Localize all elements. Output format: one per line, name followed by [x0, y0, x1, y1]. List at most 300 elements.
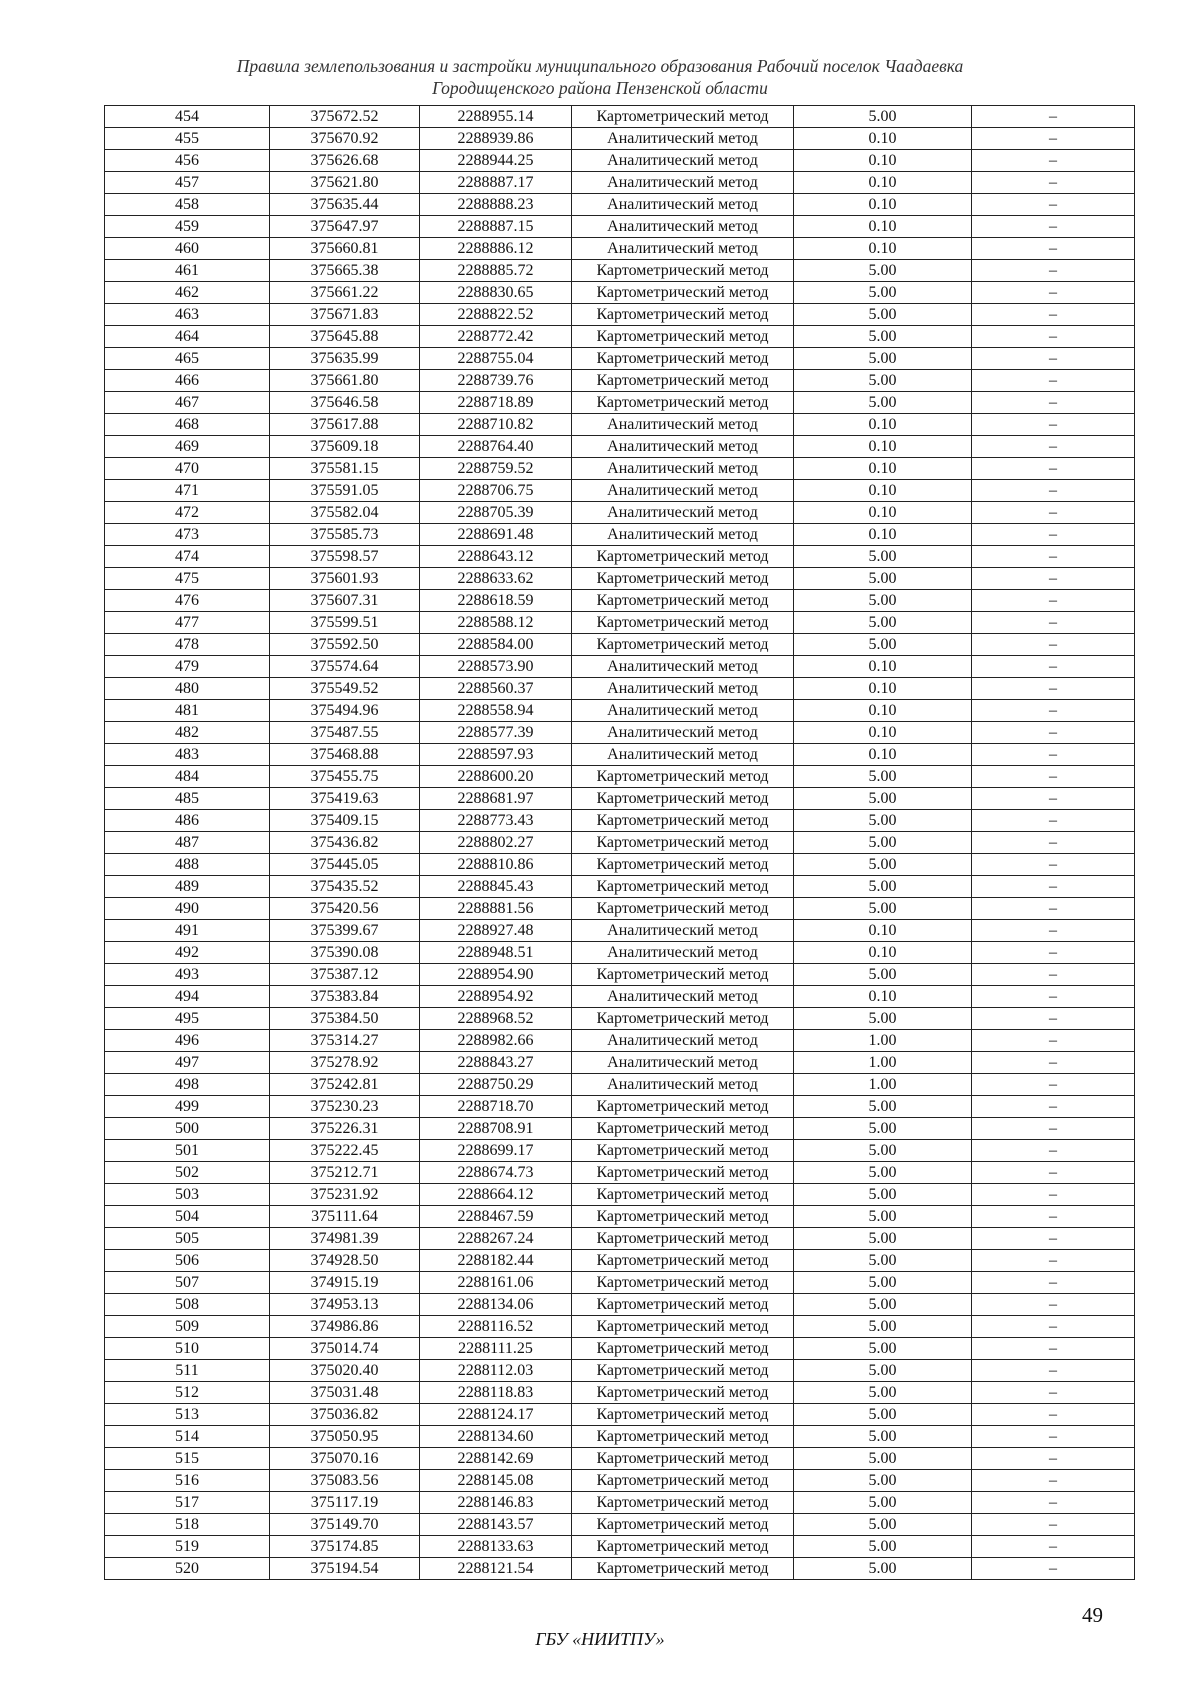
method-cell: Картометрический метод — [572, 392, 794, 414]
table-row — [105, 678, 1135, 700]
point-number-cell: 492 — [105, 942, 270, 964]
x-coordinate-cell: 375585.73 — [270, 524, 420, 546]
x-coordinate-cell: 375599.51 — [270, 612, 420, 634]
point-number-cell: 482 — [105, 722, 270, 744]
accuracy-cell: 5.00 — [794, 326, 972, 348]
note-cell: – — [972, 1272, 1135, 1294]
point-number-cell: 493 — [105, 964, 270, 986]
x-coordinate-cell: 375194.54 — [270, 1558, 420, 1580]
table-row — [105, 348, 1135, 370]
y-coordinate-cell: 2288706.75 — [420, 480, 572, 502]
point-number-cell: 520 — [105, 1558, 270, 1580]
y-coordinate-cell: 2288674.73 — [420, 1162, 572, 1184]
footer-organization: ГБУ «НИИТПУ» — [535, 1629, 665, 1649]
note-cell: – — [972, 1338, 1135, 1360]
y-coordinate-cell: 2288699.17 — [420, 1140, 572, 1162]
y-coordinate-cell: 2288885.72 — [420, 260, 572, 282]
x-coordinate-cell: 375117.19 — [270, 1492, 420, 1514]
method-cell: Картометрический метод — [572, 766, 794, 788]
point-number-cell: 460 — [105, 238, 270, 260]
method-cell: Аналитический метод — [572, 700, 794, 722]
y-coordinate-cell: 2288691.48 — [420, 524, 572, 546]
x-coordinate-cell: 375174.85 — [270, 1536, 420, 1558]
point-number-cell: 513 — [105, 1404, 270, 1426]
note-cell: – — [972, 392, 1135, 414]
y-coordinate-cell: 2288888.23 — [420, 194, 572, 216]
x-coordinate-cell: 375387.12 — [270, 964, 420, 986]
table-row — [105, 238, 1135, 260]
method-cell: Картометрический метод — [572, 876, 794, 898]
point-number-cell: 481 — [105, 700, 270, 722]
accuracy-cell: 5.00 — [794, 568, 972, 590]
accuracy-cell: 1.00 — [794, 1052, 972, 1074]
y-coordinate-cell: 2288633.62 — [420, 568, 572, 590]
y-coordinate-cell: 2288968.52 — [420, 1008, 572, 1030]
x-coordinate-cell: 375645.88 — [270, 326, 420, 348]
table-row — [105, 128, 1135, 150]
table-row — [105, 1272, 1135, 1294]
accuracy-cell: 0.10 — [794, 150, 972, 172]
point-number-cell: 501 — [105, 1140, 270, 1162]
table-row — [105, 810, 1135, 832]
point-number-cell: 496 — [105, 1030, 270, 1052]
document-header — [0, 55, 1200, 99]
accuracy-cell: 5.00 — [794, 1294, 972, 1316]
method-cell: Аналитический метод — [572, 172, 794, 194]
point-number-cell: 458 — [105, 194, 270, 216]
y-coordinate-cell: 2288955.14 — [420, 106, 572, 128]
method-cell: Картометрический метод — [572, 370, 794, 392]
y-coordinate-cell: 2288944.25 — [420, 150, 572, 172]
method-cell: Картометрический метод — [572, 348, 794, 370]
x-coordinate-cell: 375671.83 — [270, 304, 420, 326]
table-row — [105, 1426, 1135, 1448]
table-row — [105, 1558, 1135, 1580]
accuracy-cell: 5.00 — [794, 304, 972, 326]
x-coordinate-cell: 375617.88 — [270, 414, 420, 436]
note-cell: – — [972, 744, 1135, 766]
note-cell: – — [972, 1140, 1135, 1162]
table-row — [105, 1228, 1135, 1250]
y-coordinate-cell: 2288134.60 — [420, 1426, 572, 1448]
method-cell: Картометрический метод — [572, 546, 794, 568]
x-coordinate-cell: 374928.50 — [270, 1250, 420, 1272]
method-cell: Аналитический метод — [572, 238, 794, 260]
table-row — [105, 854, 1135, 876]
accuracy-cell: 0.10 — [794, 216, 972, 238]
y-coordinate-cell: 2288710.82 — [420, 414, 572, 436]
x-coordinate-cell: 375436.82 — [270, 832, 420, 854]
x-coordinate-cell: 375468.88 — [270, 744, 420, 766]
y-coordinate-cell: 2288600.20 — [420, 766, 572, 788]
point-number-cell: 487 — [105, 832, 270, 854]
point-number-cell: 474 — [105, 546, 270, 568]
point-number-cell: 512 — [105, 1382, 270, 1404]
accuracy-cell: 5.00 — [794, 876, 972, 898]
note-cell: – — [972, 414, 1135, 436]
x-coordinate-cell: 375455.75 — [270, 766, 420, 788]
table-row — [105, 304, 1135, 326]
y-coordinate-cell: 2288887.17 — [420, 172, 572, 194]
method-cell: Аналитический метод — [572, 678, 794, 700]
x-coordinate-cell: 375031.48 — [270, 1382, 420, 1404]
point-number-cell: 494 — [105, 986, 270, 1008]
y-coordinate-cell: 2288118.83 — [420, 1382, 572, 1404]
method-cell: Картометрический метод — [572, 1294, 794, 1316]
x-coordinate-cell: 375591.05 — [270, 480, 420, 502]
table-row — [105, 524, 1135, 546]
method-cell: Аналитический метод — [572, 722, 794, 744]
table-row — [105, 546, 1135, 568]
table-row — [105, 634, 1135, 656]
note-cell: – — [972, 700, 1135, 722]
y-coordinate-cell: 2288112.03 — [420, 1360, 572, 1382]
table-row — [105, 1162, 1135, 1184]
accuracy-cell: 0.10 — [794, 942, 972, 964]
table-row — [105, 1338, 1135, 1360]
note-cell: – — [972, 612, 1135, 634]
table-row — [105, 656, 1135, 678]
note-cell: – — [972, 1184, 1135, 1206]
note-cell: – — [972, 304, 1135, 326]
point-number-cell: 517 — [105, 1492, 270, 1514]
method-cell: Аналитический метод — [572, 458, 794, 480]
header-line-2: Городищенского района Пензенской области — [432, 78, 768, 98]
method-cell: Картометрический метод — [572, 1338, 794, 1360]
y-coordinate-cell: 2288573.90 — [420, 656, 572, 678]
note-cell: – — [972, 832, 1135, 854]
method-cell: Аналитический метод — [572, 414, 794, 436]
table-row — [105, 1448, 1135, 1470]
point-number-cell: 463 — [105, 304, 270, 326]
table-row — [105, 700, 1135, 722]
table-row — [105, 458, 1135, 480]
note-cell: – — [972, 766, 1135, 788]
point-number-cell: 457 — [105, 172, 270, 194]
table-row — [105, 1492, 1135, 1514]
y-coordinate-cell: 2288954.90 — [420, 964, 572, 986]
accuracy-cell: 5.00 — [794, 1360, 972, 1382]
y-coordinate-cell: 2288124.17 — [420, 1404, 572, 1426]
y-coordinate-cell: 2288843.27 — [420, 1052, 572, 1074]
note-cell: – — [972, 634, 1135, 656]
x-coordinate-cell: 375626.68 — [270, 150, 420, 172]
note-cell: – — [972, 1536, 1135, 1558]
y-coordinate-cell: 2288597.93 — [420, 744, 572, 766]
x-coordinate-cell: 375647.97 — [270, 216, 420, 238]
x-coordinate-cell: 375494.96 — [270, 700, 420, 722]
x-coordinate-cell: 374986.86 — [270, 1316, 420, 1338]
note-cell: – — [972, 1250, 1135, 1272]
note-cell: – — [972, 480, 1135, 502]
y-coordinate-cell: 2288881.56 — [420, 898, 572, 920]
y-coordinate-cell: 2288755.04 — [420, 348, 572, 370]
x-coordinate-cell: 375487.55 — [270, 722, 420, 744]
x-coordinate-cell: 375435.52 — [270, 876, 420, 898]
accuracy-cell: 5.00 — [794, 1008, 972, 1030]
table-row — [105, 920, 1135, 942]
x-coordinate-cell: 375646.58 — [270, 392, 420, 414]
point-number-cell: 454 — [105, 106, 270, 128]
table-row — [105, 1514, 1135, 1536]
x-coordinate-cell: 375621.80 — [270, 172, 420, 194]
method-cell: Картометрический метод — [572, 1316, 794, 1338]
y-coordinate-cell: 2288802.27 — [420, 832, 572, 854]
point-number-cell: 500 — [105, 1118, 270, 1140]
method-cell: Картометрический метод — [572, 832, 794, 854]
x-coordinate-cell: 375014.74 — [270, 1338, 420, 1360]
point-number-cell: 459 — [105, 216, 270, 238]
y-coordinate-cell: 2288887.15 — [420, 216, 572, 238]
note-cell: – — [972, 920, 1135, 942]
table-row — [105, 172, 1135, 194]
note-cell: – — [972, 436, 1135, 458]
point-number-cell: 478 — [105, 634, 270, 656]
accuracy-cell: 5.00 — [794, 392, 972, 414]
note-cell: – — [972, 1492, 1135, 1514]
method-cell: Аналитический метод — [572, 942, 794, 964]
point-number-cell: 469 — [105, 436, 270, 458]
point-number-cell: 499 — [105, 1096, 270, 1118]
accuracy-cell: 5.00 — [794, 1338, 972, 1360]
point-number-cell: 472 — [105, 502, 270, 524]
method-cell: Картометрический метод — [572, 1096, 794, 1118]
method-cell: Картометрический метод — [572, 282, 794, 304]
y-coordinate-cell: 2288810.86 — [420, 854, 572, 876]
point-number-cell: 506 — [105, 1250, 270, 1272]
point-number-cell: 483 — [105, 744, 270, 766]
x-coordinate-cell: 375598.57 — [270, 546, 420, 568]
y-coordinate-cell: 2288739.76 — [420, 370, 572, 392]
point-number-cell: 455 — [105, 128, 270, 150]
table-row — [105, 1382, 1135, 1404]
note-cell: – — [972, 370, 1135, 392]
note-cell: – — [972, 282, 1135, 304]
y-coordinate-cell: 2288681.97 — [420, 788, 572, 810]
x-coordinate-cell: 375226.31 — [270, 1118, 420, 1140]
table-row — [105, 1470, 1135, 1492]
accuracy-cell: 5.00 — [794, 590, 972, 612]
method-cell: Картометрический метод — [572, 1162, 794, 1184]
table-row — [105, 436, 1135, 458]
x-coordinate-cell: 375384.50 — [270, 1008, 420, 1030]
accuracy-cell: 0.10 — [794, 524, 972, 546]
table-row — [105, 876, 1135, 898]
note-cell: – — [972, 1008, 1135, 1030]
method-cell: Картометрический метод — [572, 1448, 794, 1470]
table-row — [105, 326, 1135, 348]
note-cell: – — [972, 590, 1135, 612]
note-cell: – — [972, 1096, 1135, 1118]
x-coordinate-cell: 375635.44 — [270, 194, 420, 216]
y-coordinate-cell: 2288664.12 — [420, 1184, 572, 1206]
table-row — [105, 502, 1135, 524]
point-number-cell: 510 — [105, 1338, 270, 1360]
note-cell: – — [972, 678, 1135, 700]
y-coordinate-cell: 2288830.65 — [420, 282, 572, 304]
y-coordinate-cell: 2288948.51 — [420, 942, 572, 964]
x-coordinate-cell: 375083.56 — [270, 1470, 420, 1492]
y-coordinate-cell: 2288588.12 — [420, 612, 572, 634]
method-cell: Аналитический метод — [572, 1074, 794, 1096]
coordinates-table — [104, 105, 1135, 1580]
point-number-cell: 465 — [105, 348, 270, 370]
table-row — [105, 1536, 1135, 1558]
x-coordinate-cell: 375149.70 — [270, 1514, 420, 1536]
accuracy-cell: 5.00 — [794, 1558, 972, 1580]
note-cell: – — [972, 1514, 1135, 1536]
table-row — [105, 1404, 1135, 1426]
accuracy-cell: 5.00 — [794, 1184, 972, 1206]
y-coordinate-cell: 2288750.29 — [420, 1074, 572, 1096]
note-cell: – — [972, 106, 1135, 128]
accuracy-cell: 5.00 — [794, 1228, 972, 1250]
accuracy-cell: 5.00 — [794, 1470, 972, 1492]
point-number-cell: 489 — [105, 876, 270, 898]
point-number-cell: 475 — [105, 568, 270, 590]
note-cell: – — [972, 1118, 1135, 1140]
note-cell: – — [972, 1558, 1135, 1580]
method-cell: Картометрический метод — [572, 260, 794, 282]
method-cell: Аналитический метод — [572, 502, 794, 524]
accuracy-cell: 5.00 — [794, 898, 972, 920]
y-coordinate-cell: 2288759.52 — [420, 458, 572, 480]
note-cell: – — [972, 810, 1135, 832]
note-cell: – — [972, 568, 1135, 590]
method-cell: Аналитический метод — [572, 1030, 794, 1052]
table-row — [105, 942, 1135, 964]
accuracy-cell: 5.00 — [794, 370, 972, 392]
note-cell: – — [972, 260, 1135, 282]
accuracy-cell: 0.10 — [794, 238, 972, 260]
method-cell: Картометрический метод — [572, 1206, 794, 1228]
point-number-cell: 497 — [105, 1052, 270, 1074]
point-number-cell: 471 — [105, 480, 270, 502]
x-coordinate-cell: 375609.18 — [270, 436, 420, 458]
note-cell: – — [972, 1052, 1135, 1074]
note-cell: – — [972, 524, 1135, 546]
note-cell: – — [972, 722, 1135, 744]
x-coordinate-cell: 375409.15 — [270, 810, 420, 832]
accuracy-cell: 5.00 — [794, 1514, 972, 1536]
y-coordinate-cell: 2288773.43 — [420, 810, 572, 832]
x-coordinate-cell: 375050.95 — [270, 1426, 420, 1448]
method-cell: Картометрический метод — [572, 1426, 794, 1448]
accuracy-cell: 5.00 — [794, 634, 972, 656]
method-cell: Картометрический метод — [572, 1228, 794, 1250]
method-cell: Картометрический метод — [572, 1250, 794, 1272]
x-coordinate-cell: 375070.16 — [270, 1448, 420, 1470]
method-cell: Картометрический метод — [572, 1272, 794, 1294]
point-number-cell: 484 — [105, 766, 270, 788]
accuracy-cell: 0.10 — [794, 436, 972, 458]
x-coordinate-cell: 375445.05 — [270, 854, 420, 876]
method-cell: Картометрический метод — [572, 1514, 794, 1536]
method-cell: Картометрический метод — [572, 1140, 794, 1162]
accuracy-cell: 5.00 — [794, 1206, 972, 1228]
note-cell: – — [972, 1294, 1135, 1316]
accuracy-cell: 5.00 — [794, 854, 972, 876]
y-coordinate-cell: 2288121.54 — [420, 1558, 572, 1580]
x-coordinate-cell: 375242.81 — [270, 1074, 420, 1096]
point-number-cell: 515 — [105, 1448, 270, 1470]
accuracy-cell: 0.10 — [794, 656, 972, 678]
accuracy-cell: 5.00 — [794, 1404, 972, 1426]
point-number-cell: 518 — [105, 1514, 270, 1536]
x-coordinate-cell: 375111.64 — [270, 1206, 420, 1228]
accuracy-cell: 5.00 — [794, 1448, 972, 1470]
y-coordinate-cell: 2288939.86 — [420, 128, 572, 150]
point-number-cell: 477 — [105, 612, 270, 634]
table-row — [105, 832, 1135, 854]
y-coordinate-cell: 2288560.37 — [420, 678, 572, 700]
point-number-cell: 488 — [105, 854, 270, 876]
table-row — [105, 480, 1135, 502]
note-cell: – — [972, 1030, 1135, 1052]
note-cell: – — [972, 942, 1135, 964]
x-coordinate-cell: 374953.13 — [270, 1294, 420, 1316]
y-coordinate-cell: 2288577.39 — [420, 722, 572, 744]
y-coordinate-cell: 2288618.59 — [420, 590, 572, 612]
table-row — [105, 260, 1135, 282]
y-coordinate-cell: 2288845.43 — [420, 876, 572, 898]
y-coordinate-cell: 2288718.70 — [420, 1096, 572, 1118]
method-cell: Картометрический метод — [572, 788, 794, 810]
accuracy-cell: 0.10 — [794, 986, 972, 1008]
note-cell: – — [972, 326, 1135, 348]
note-cell: – — [972, 546, 1135, 568]
y-coordinate-cell: 2288982.66 — [420, 1030, 572, 1052]
method-cell: Картометрический метод — [572, 612, 794, 634]
point-number-cell: 476 — [105, 590, 270, 612]
accuracy-cell: 5.00 — [794, 766, 972, 788]
y-coordinate-cell: 2288133.63 — [420, 1536, 572, 1558]
point-number-cell: 485 — [105, 788, 270, 810]
header-line-1: Правила землепользования и застройки муниципального образования Рабочий поселок Чаадаевка — [236, 56, 964, 76]
x-coordinate-cell: 375672.52 — [270, 106, 420, 128]
method-cell: Аналитический метод — [572, 656, 794, 678]
x-coordinate-cell: 375607.31 — [270, 590, 420, 612]
table-row — [105, 590, 1135, 612]
x-coordinate-cell: 374981.39 — [270, 1228, 420, 1250]
note-cell: – — [972, 1206, 1135, 1228]
note-cell: – — [972, 854, 1135, 876]
point-number-cell: 479 — [105, 656, 270, 678]
point-number-cell: 508 — [105, 1294, 270, 1316]
y-coordinate-cell: 2288886.12 — [420, 238, 572, 260]
accuracy-cell: 5.00 — [794, 1536, 972, 1558]
method-cell: Картометрический метод — [572, 1360, 794, 1382]
point-number-cell: 464 — [105, 326, 270, 348]
x-coordinate-cell: 375581.15 — [270, 458, 420, 480]
y-coordinate-cell: 2288116.52 — [420, 1316, 572, 1338]
point-number-cell: 509 — [105, 1316, 270, 1338]
point-number-cell: 473 — [105, 524, 270, 546]
table-row — [105, 216, 1135, 238]
accuracy-cell: 5.00 — [794, 1096, 972, 1118]
x-coordinate-cell: 375549.52 — [270, 678, 420, 700]
method-cell: Аналитический метод — [572, 194, 794, 216]
y-coordinate-cell: 2288267.24 — [420, 1228, 572, 1250]
y-coordinate-cell: 2288111.25 — [420, 1338, 572, 1360]
note-cell: – — [972, 1316, 1135, 1338]
method-cell: Картометрический метод — [572, 568, 794, 590]
note-cell: – — [972, 898, 1135, 920]
point-number-cell: 467 — [105, 392, 270, 414]
x-coordinate-cell: 374915.19 — [270, 1272, 420, 1294]
method-cell: Аналитический метод — [572, 216, 794, 238]
y-coordinate-cell: 2288822.52 — [420, 304, 572, 326]
